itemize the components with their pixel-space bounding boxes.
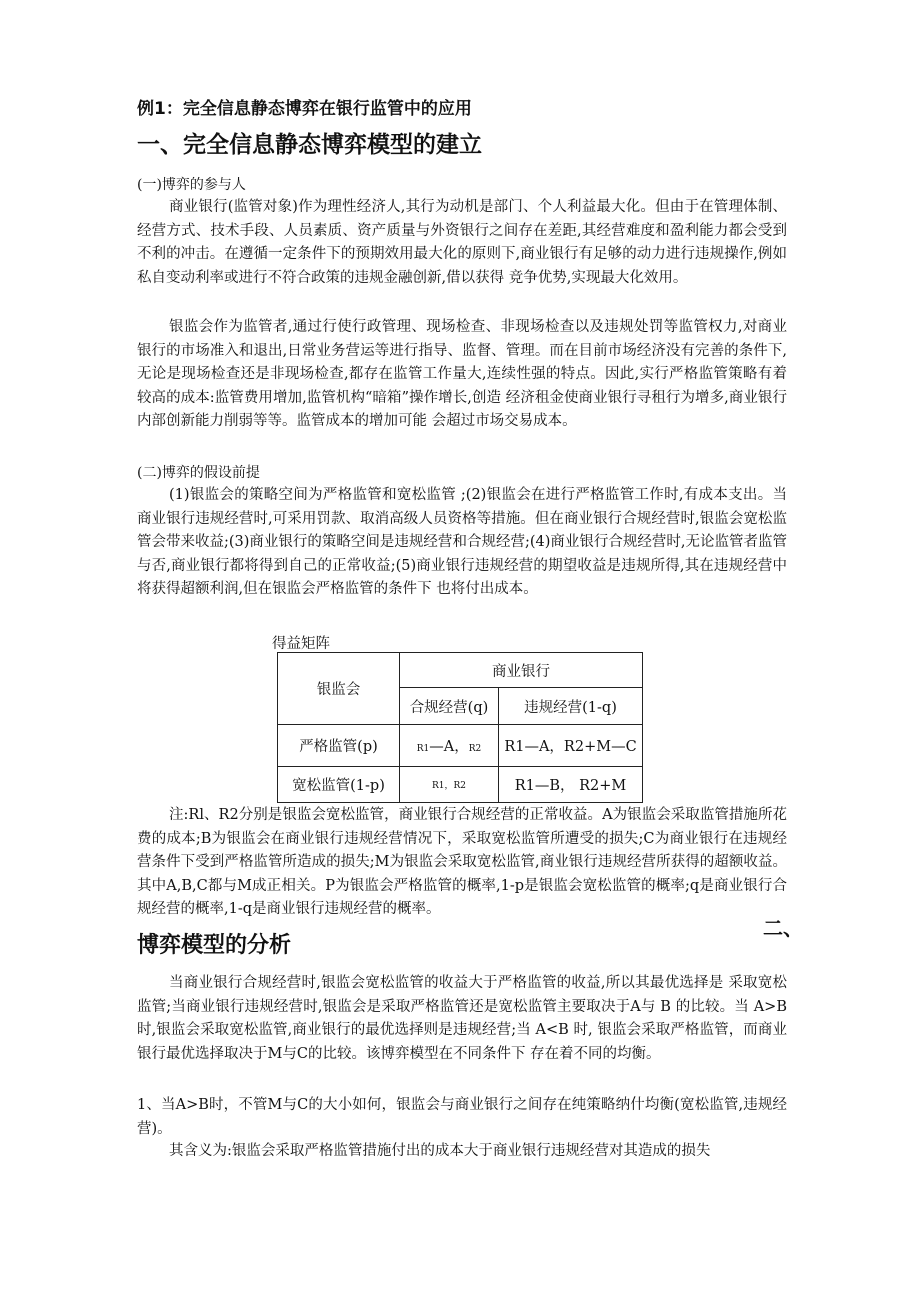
- matrix-column-group-header: 商业银行: [400, 653, 643, 688]
- paragraph-commercial-bank: 商业银行(监管对象)作为理性经济人,其行为动机是部门、个人利益最大化。但由于在管理体制、经营方式、技术手段、人员素质、资产质量与外资银行之间存在差距,其经营难度和盈利能力都会受到不利的冲击。在遵循一定条件下的预期效用最大化的原则下,商业银行有足够的动力进行违规操作,例如私自变动利率或进行不符合政策的违规金融创新,借以获得 竞争优势,实现最大化效用。: [137, 199, 787, 286]
- paragraph-assumptions: (1)银监会的策略空间为严格监管和宽松监管 ;(2)银监会在进行严格监管工作时,有成本支出。当商业银行违规经营时,可采用罚款、取消高级人员资格等措施。但在商业银行合规经营时,银监会宽松监管会带来收益;(3)商业银行的策略空间是违规经营和合规经营;(4)商业银行合规经营时,无论监管者监管与否,商业银行都将得到自己的正常收益;(5)商业银行违规经营的期望收益是违规所得,其在违规经营中将获得超额利润,但在银监会严格监管的条件下 也将付出成本。: [137, 487, 787, 597]
- section-2-title: 博弈模型的分析: [137, 933, 292, 958]
- paragraph-meaning: 其含义为:银监会采取严格监管措施付出的成本大于商业银行违规经营对其造成的损失: [169, 1143, 711, 1159]
- matrix-row-header: 银监会: [278, 653, 400, 725]
- section-1-heading: 一、完全信息静态博弈模型的建立: [137, 132, 482, 158]
- section-2-heading: [137, 916, 803, 959]
- matrix-caption: 得益矩阵: [272, 636, 330, 652]
- section-2-number: 二、: [763, 916, 803, 940]
- example-title: 例1：完全信息静态博弈在银行监管中的应用: [137, 99, 472, 119]
- matrix-row-loose: 宽松监管(1-p): [278, 767, 400, 803]
- subheading-participants: (一)博弈的参与人: [137, 177, 246, 193]
- paragraph-case-1: 1、当A>B时，不管M与C的大小如何，银监会与商业银行之间存在纯策略纳什均衡(宽松监管,违规经营)。: [137, 1097, 787, 1137]
- matrix-cell-loose-violating: R1—B， R2+M: [499, 767, 643, 803]
- matrix-cell-loose-compliant: R1，R2: [400, 767, 499, 803]
- cell-fragment: R2: [468, 744, 482, 754]
- matrix-column-violating: 违规经营(1-q): [499, 688, 643, 725]
- subheading-assumptions: (二)博弈的假设前提: [137, 465, 260, 481]
- matrix-cell-strict-violating: R1—A，R2+M—C: [499, 725, 643, 767]
- cell-fragment: R1: [416, 744, 430, 754]
- cell-fragment: —A，: [429, 739, 469, 755]
- matrix-cell-strict-compliant: [400, 725, 499, 767]
- paragraph-note: 注:Rl、R2分别是银监会宽松监管，商业银行合规经营的正常收益。A为银监会采取监管措施所花费的成本;B为银监会在商业银行违规经营情况下，采取宽松监管所遭受的损失;C为商业银行在违规经营条件下受到严格监管所造成的损失;M为银监会采取宽松监管,商业银行违规经营所获得的超额收益。其中A,B,C都与M成正相关。P为银监会严格监管的概率,1-p是银监会宽松监管的概率;q是商业银行合规经营的概率,1-q是商业银行违规经营的概率。: [137, 807, 787, 917]
- payoff-matrix-table: [277, 652, 643, 803]
- matrix-column-compliant: 合规经营(q): [400, 688, 499, 725]
- paragraph-regulator: 银监会作为监管者,通过行使行政管理、现场检查、非现场检查以及违规处罚等监管权力,对商业银行的市场准入和退出,日常业务营运等进行指导、监督、管理。而在目前市场经济没有完善的条件下,无论是现场检查还是非现场检查,都存在监管工作量大,连续性强的特点。因此,实行严格监管策略有着较高的成本:监管费用增加,监管机构“暗箱”操作增长,创造 经济租金使商业银行寻租行为增多,商业银行内部创新能力削弱等等。监管成本的增加可能 会超过市场交易成本。: [137, 319, 787, 429]
- paragraph-analysis: 当商业银行合规经营时,银监会宽松监管的收益大于严格监管的收益,所以其最优选择是 采取宽松监管;当商业银行违规经营时,银监会是采取严格监管还是宽松监管主要取决于A与 B 的比较。当 A>B 时,银监会采取宽松监管,商业银行的最优选择则是违规经营;当 A<B 时, 银监会采取严格监管，而商业银行最优选择取决于M与C的比较。该博弈模型在不同条件下 存在着不同的均衡。: [137, 975, 787, 1062]
- matrix-row-strict: 严格监管(p): [278, 725, 400, 767]
